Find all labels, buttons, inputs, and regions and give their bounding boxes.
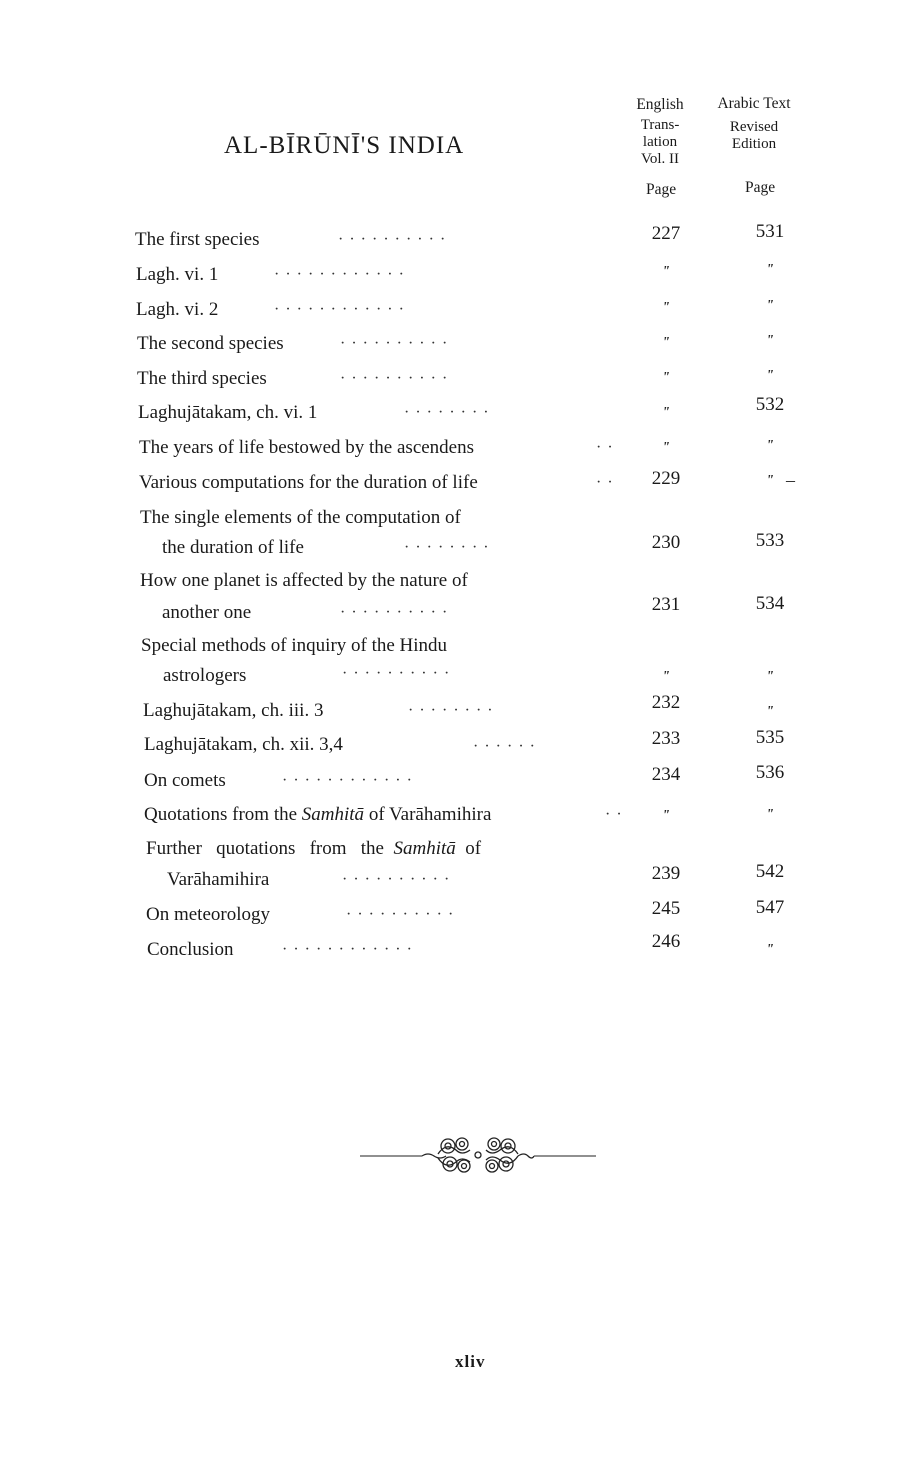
- translation-page: 232: [651, 692, 681, 713]
- leader-dots: · · · · · · · · · · · ·: [282, 941, 413, 958]
- leader-dots: · · · · · · · ·: [404, 404, 490, 421]
- arabic-page: ": [766, 368, 774, 383]
- translation-page: 234: [651, 764, 681, 785]
- entry-title: On meteorology: [146, 904, 271, 925]
- entry-title-continuation: Varāhamihira: [167, 869, 270, 890]
- leader-dots: · · · · · ·: [473, 738, 536, 755]
- translation-page: ": [662, 405, 670, 420]
- leader-dots: · · · · · · · · · ·: [340, 335, 449, 352]
- arabic-page: ": [766, 298, 774, 313]
- leader-dots: · · · · · · · · · ·: [342, 871, 451, 888]
- leader-dots: · · · · · · · ·: [408, 702, 494, 719]
- column-header-revised-edition: Revised Edition: [729, 119, 779, 152]
- translation-page: ": [662, 808, 670, 823]
- arabic-page: 535: [755, 727, 785, 748]
- entry-title: The single elements of the computation of: [140, 507, 461, 528]
- leader-dots: · · · · · · · · · · · ·: [282, 772, 413, 789]
- entry-title-continuation: the duration of life: [162, 537, 304, 558]
- entry-title: Further quotations from the Samhitā of: [146, 838, 482, 859]
- translation-page: ": [662, 264, 670, 279]
- translation-page: ": [662, 300, 670, 315]
- stray-mark: –: [786, 470, 795, 490]
- entry-title: Special methods of inquiry of the Hindu: [141, 635, 448, 656]
- entry-title-continuation: astrologers: [163, 665, 247, 686]
- leader-dots: · ·: [596, 474, 614, 491]
- arabic-text-column-header: [700, 95, 808, 153]
- arabic-page: 532: [755, 394, 785, 415]
- arabic-page: 542: [755, 861, 785, 882]
- arabic-page: ": [766, 262, 774, 277]
- translation-page: 233: [651, 728, 681, 749]
- english-translation-column-header: [625, 96, 695, 168]
- leader-dots: · · · · · · · · · ·: [338, 231, 447, 248]
- translation-page: 246: [651, 931, 681, 952]
- translation-page: ": [662, 335, 670, 350]
- page-label-translation: Page: [646, 181, 677, 198]
- translation-page: 227: [651, 223, 681, 244]
- entry-title: The years of life bestowed by the ascendens: [139, 437, 475, 458]
- decorative-fleuron: [358, 1132, 598, 1178]
- column-header-translation-volume: Trans- lation Vol. II: [640, 117, 680, 167]
- translation-page: 231: [651, 594, 681, 615]
- page-label-arabic: Page: [745, 179, 776, 196]
- arabic-page: ": [766, 438, 774, 453]
- arabic-page: ": [766, 704, 774, 719]
- arabic-page: ": [766, 807, 774, 822]
- leader-dots: · · · · · · · · · ·: [340, 604, 449, 621]
- leader-dots: · · · · · · · · · · · ·: [274, 266, 405, 283]
- translation-page: 230: [651, 532, 681, 553]
- entry-title: Conclusion: [147, 939, 234, 960]
- column-header-arabic-text: Arabic Text: [717, 95, 791, 112]
- entry-title: On comets: [144, 770, 226, 791]
- entry-title: The second species: [137, 333, 284, 354]
- entry-title: Laghujātakam, ch. iii. 3: [143, 700, 324, 721]
- leader-dots: · · · · · · · · · ·: [340, 370, 449, 387]
- translation-page: ": [662, 370, 670, 385]
- page-title: AL-BĪRŪNĪ'S INDIA: [224, 132, 465, 159]
- translation-page: 239: [651, 863, 681, 884]
- leader-dots: · · · · · · · ·: [404, 539, 490, 556]
- arabic-page: 547: [755, 897, 785, 918]
- entry-title: Laghujātakam, ch. xii. 3,4: [144, 734, 343, 755]
- column-header-english: English: [636, 96, 684, 113]
- translation-page: 229: [651, 468, 681, 489]
- entry-title: Lagh. vi. 2: [136, 299, 219, 320]
- arabic-page: 534: [755, 593, 785, 614]
- translation-page: ": [662, 669, 670, 684]
- entry-title: Quotations from the Samhitā of Varāhamihira: [144, 804, 492, 825]
- page-number: xliv: [455, 1352, 486, 1371]
- arabic-page: ": [766, 333, 774, 348]
- entry-title: Laghujātakam, ch. vi. 1: [138, 402, 318, 423]
- leader-dots: · ·: [596, 439, 614, 456]
- arabic-page: 533: [755, 530, 785, 551]
- entry-title: Lagh. vi. 1: [136, 264, 219, 285]
- arabic-page: 536: [755, 762, 785, 783]
- entry-title: The third species: [137, 368, 267, 389]
- arabic-page: ": [766, 669, 774, 684]
- leader-dots: · · · · · · · · · ·: [346, 906, 455, 923]
- arabic-page: ": [766, 942, 774, 957]
- leader-dots: · · · · · · · · · · · ·: [274, 301, 405, 318]
- translation-page: 245: [651, 898, 681, 919]
- entry-title-continuation: another one: [162, 602, 252, 623]
- translation-page: ": [662, 440, 670, 455]
- arabic-page: 531: [755, 221, 785, 242]
- entry-title: How one planet is affected by the nature of: [140, 570, 468, 591]
- entry-title: Various computations for the duration of life: [139, 472, 478, 493]
- arabic-page: ": [766, 473, 774, 488]
- entry-title: The first species: [135, 229, 260, 250]
- leader-dots: · ·: [605, 806, 623, 823]
- leader-dots: · · · · · · · · · ·: [342, 665, 451, 682]
